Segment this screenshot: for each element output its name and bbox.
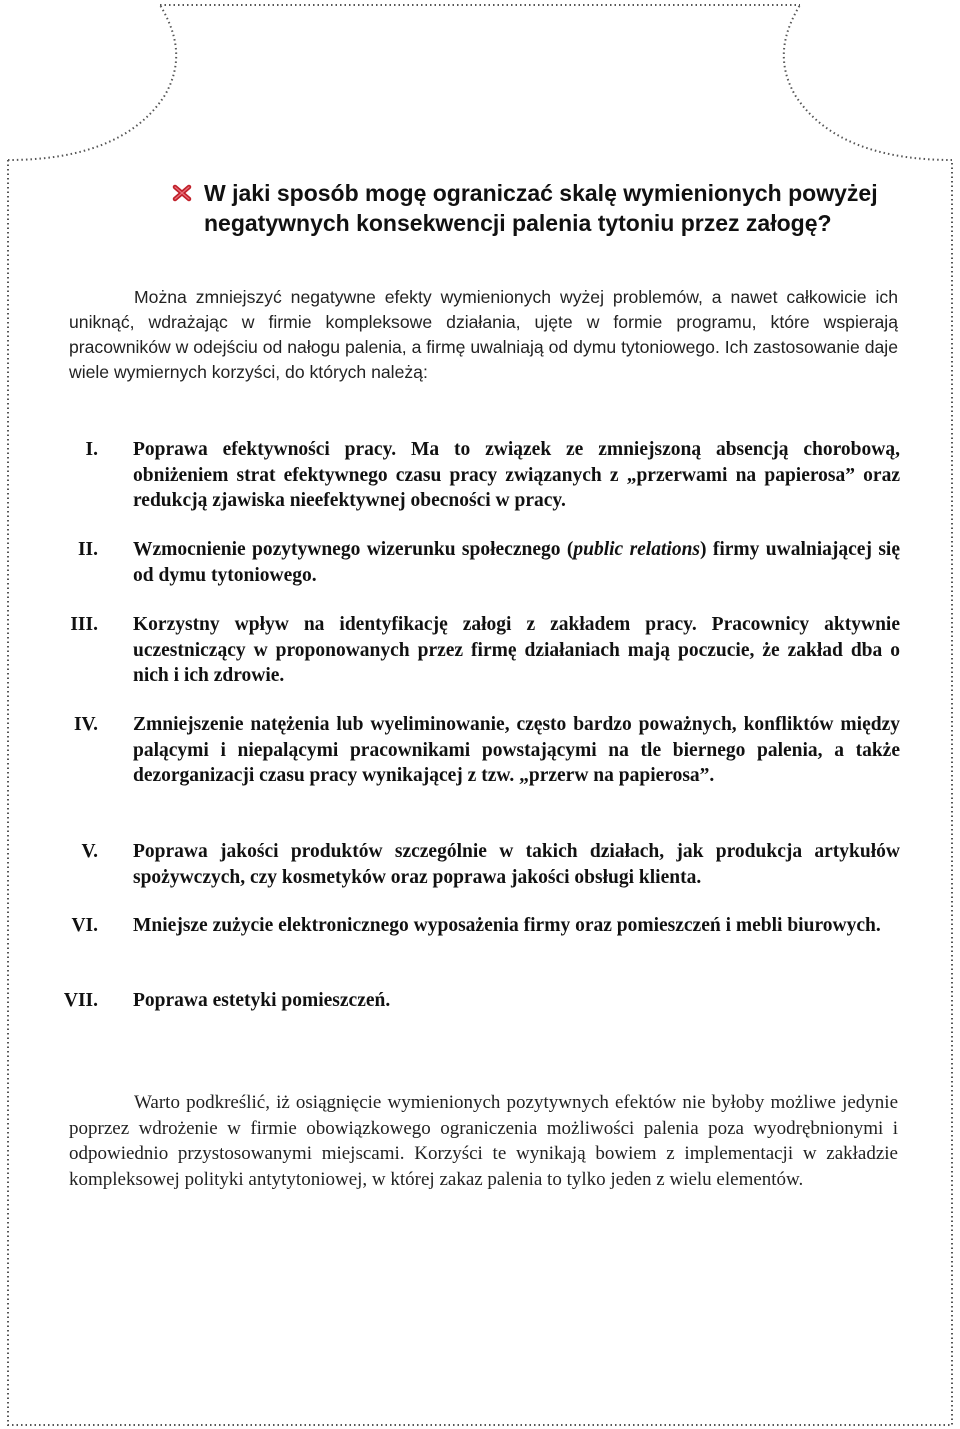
heading-text: W jaki sposób mogę ograniczać skalę wymienionych powyżej negatywnych konsekwencji palenia tytoniu przez załogę?	[204, 180, 878, 236]
benefit-item	[60, 612, 900, 689]
benefit-number: I.	[85, 439, 98, 460]
benefit-text: Poprawa efektywności pracy. Ma to związek ze zmniejszoną absencją chorobową, obniżeniem strat efektywnego czasu pracy związanych z „przerwami na papierosa” oraz redukcją zjawiska nieefektywnej obecności w pracy.	[133, 439, 900, 511]
closing-text: Warto podkreślić, iż osiągnięcie wymienionych pozytywnych efektów nie byłoby możliwe jedynie poprzez wdrożenie w firmie obowiązkowego ograniczenia możliwości palenia poza wyodrębnionymi i odpowiednio przystosowanymi miejscami. Korzyści te wynikają bowiem z implementacji w zakładzie kompleksowej polityki antytytoniowej, w której zakaz palenia to tylko jeden z wielu elementów.	[69, 1092, 898, 1190]
benefit-item	[60, 988, 900, 1014]
benefit-item	[60, 839, 900, 890]
intro-paragraph	[69, 285, 898, 385]
benefit-number: VII.	[63, 990, 98, 1011]
benefit-italic-term: public relations	[573, 539, 700, 560]
benefit-text: Korzystny wpływ na identyfikację załogi z zakładem pracy. Pracownicy aktywnie uczestniczący w proponowanych przez firmę działaniach mają poczucie, że zakład dba o nich i ich zdrowie.	[133, 614, 900, 686]
benefit-text: Poprawa estetyki pomieszczeń.	[133, 990, 391, 1011]
benefit-text: Zmniejszenie natężenia lub wyeliminowanie, często bardzo poważnych, konfliktów między palącymi i niepalącymi pracownikami powstającymi na tle biernego palenia, a także dezorganizacji czasu pracy wynikającej z tzw. „przerw na papierosa”.	[133, 714, 900, 786]
closing-paragraph	[69, 1090, 898, 1192]
benefit-number: VI.	[71, 915, 98, 936]
benefit-text: Wzmocnienie pozytywnego wizerunku społecznego (public relations) firmy uwalniającej się od dymu tytoniowego.	[133, 539, 900, 586]
intro-text: Można zmniejszyć negatywne efekty wymienionych wyżej problemów, a nawet całkowicie ich uniknąć, wdrażając w firmie kompleksowe działania, ujęte w formie programu, które wspierają pracowników w odejściu od nałogu palenia, a firmę uwalniają od dymu tytoniowego. Ich zastosowanie daje wiele wymiernych korzyści, do których należą:	[69, 287, 898, 382]
benefit-item	[60, 437, 900, 514]
benefit-number: IV.	[73, 714, 98, 735]
benefit-item	[60, 537, 900, 588]
benefit-item	[60, 913, 900, 939]
benefit-number: II.	[77, 539, 98, 560]
section-heading	[172, 178, 912, 238]
benefit-text: Mniejsze zużycie elektronicznego wyposażenia firmy oraz pomieszczeń i mebli biurowych.	[133, 915, 881, 936]
red-x-icon	[172, 183, 192, 203]
benefit-number: III.	[70, 614, 98, 635]
benefit-item	[60, 712, 900, 789]
benefit-number: V.	[81, 841, 98, 862]
benefit-text: Poprawa jakości produktów szczególnie w takich działach, jak produkcja artykułów spożywczych, czy kosmetyków oraz poprawa jakości obsługi klienta.	[133, 841, 900, 888]
